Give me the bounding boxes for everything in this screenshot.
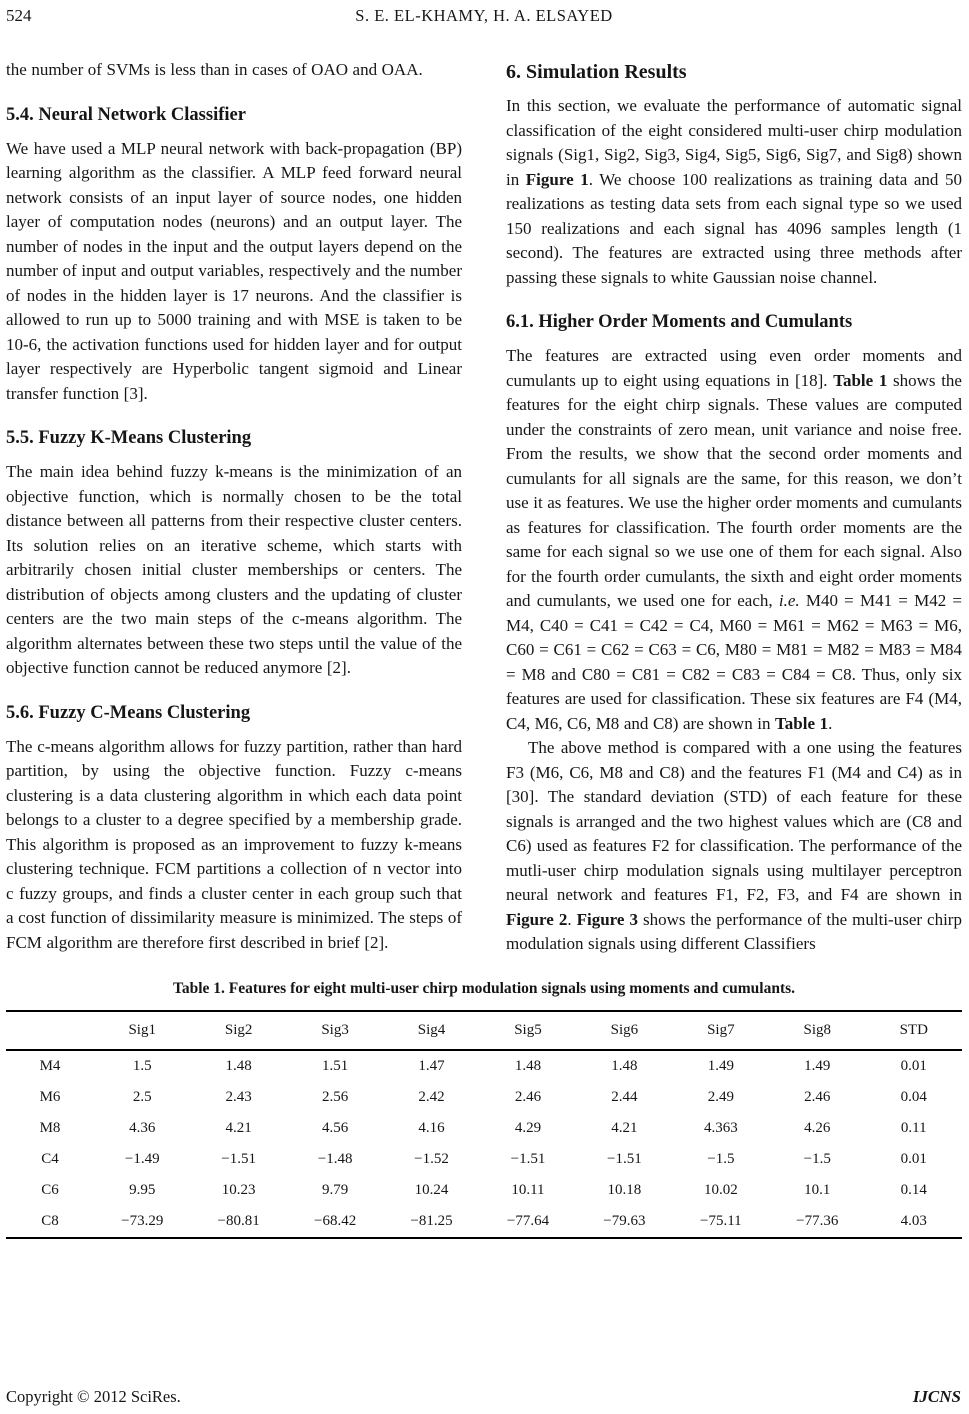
paragraph-6-1-a	[506, 344, 962, 736]
table-cell: −77.36	[796, 1212, 839, 1229]
table-cell: 4.363	[703, 1119, 738, 1136]
section-heading-5-4: 5.4. Neural Network Classifier	[6, 104, 246, 125]
table-column-header: Sig7	[707, 1021, 735, 1038]
text-run: shows the features for the eight chirp signals. These values are computed under the constraints of zero mean, unit variance and noise free. From the results, we show that the second order moments and cumulants for all signals are the same, for this reason, we don’t use it as features. We use the higher order moments and cumulants as features for classification. The fourth order moments are the same for each signal so we use one of them for each signal. Also for the fourth order cumulants, the sixth and eight order moments and cumulants, we used one for each,	[506, 370, 962, 610]
text-run: .	[828, 713, 833, 733]
table-row	[6, 1050, 962, 1082]
table-cell: 2.42	[418, 1088, 445, 1105]
table-1	[6, 1010, 962, 1239]
table-column-header: STD	[899, 1021, 928, 1038]
page-number: 524	[6, 6, 32, 25]
table-column-header: Sig2	[224, 1021, 253, 1038]
table-cell: 0.01	[900, 1057, 927, 1074]
table-cell: 9.95	[129, 1181, 156, 1198]
right-column	[506, 58, 962, 957]
table-cell: −1.51	[607, 1150, 642, 1167]
table-column-header: Sig1	[128, 1021, 156, 1038]
table-column-header	[6, 1011, 94, 1050]
table-cell: 2.43	[225, 1088, 252, 1105]
left-column	[6, 58, 462, 957]
table-cell: 2.5	[132, 1088, 152, 1105]
paragraph-6-1-b	[506, 736, 962, 957]
table-row-label: M8	[39, 1119, 61, 1136]
table-cell: 4.56	[321, 1119, 349, 1136]
text-run: the number of SVMs is less than in cases of OAO and OAA.	[6, 60, 423, 79]
table-cell: 2.49	[707, 1088, 734, 1105]
running-head: S. E. EL-KHAMY, H. A. ELSAYED	[355, 6, 613, 25]
table-cell: 4.29	[514, 1119, 542, 1136]
table-cell: 0.01	[900, 1150, 927, 1167]
bold-text: Figure 3	[576, 909, 638, 929]
table-cell: 2.44	[611, 1088, 638, 1105]
table-row-label: C6	[41, 1181, 59, 1198]
table-cell: −1.51	[510, 1150, 546, 1167]
bold-text: Table 1	[833, 370, 888, 390]
table-cell: 9.79	[321, 1181, 349, 1198]
text-run: .	[567, 909, 577, 929]
table-cell: −68.42	[313, 1212, 357, 1229]
table-cell: 1.49	[707, 1057, 734, 1074]
table-row	[6, 1082, 962, 1113]
text-run: M40 = M41 = M42 = M4, C40 = C41 = C42 = C4, M60 = M61 = M62 = M63 = M6, C60 = C61 = C62 = C63 = C6, M80 = M81 = M82 = M83 = M84 = M8 and C80 = C81 = C82 = C83 = C84 = C8. Thus, only six features are used for classification. These six features are F4 (M4, C4, M6, C6, M8 and C8) are shown in	[506, 591, 962, 733]
paragraph-5-4	[6, 137, 462, 407]
italic-text: i.e.	[778, 591, 800, 610]
table-cell: 4.21	[611, 1119, 638, 1136]
table-cell: 10.02	[703, 1181, 738, 1198]
table-cell: 1.47	[418, 1057, 445, 1074]
text-run: We have used a MLP neural network with back-propagation (BP) learning algorithm as the classifier. A MLP feed forward neural network consists of an input layer of source nodes, one hidden layer of computation nodes (neurons) and an output layer. The number of nodes in the input and the output layers depend on the number of input and output variables, respectively and the number of nodes in the hidden layer is 17 neurons. And the classifier is allowed to run up to 5000 training and with MSE is taken to be 10-6, the activation functions used for hidden layer and for output layer respectively are Hyperbolic tangent sigmoid and Linear transfer function [3].	[6, 138, 462, 403]
text-run: The above method is compared with a one using the features F3 (M6, C6, M8 and C8) and the features F1 (M4 and C4) as in [30]. The standard deviation (STD) of each feature for these signals is arranged and the two highest values which are (C8 and C6) used as features F2 for classification. The performance of the mutli-user chirp modulation signals using multilayer perceptron neural network and features F1, F2, F3, and F4 are shown in	[506, 738, 962, 904]
text-run: The c-means algorithm allows for fuzzy partition, rather than hard partition, by using the objective function. Fuzzy c-means clustering is a data clustering algorithm in which each data point belongs to a cluster to a degree specified by a membership grade. This algorithm is proposed as an improvement to fuzzy k-means clustering technique. FCM partitions a collection of n vector into c fuzzy groups, and finds a cluster center in each group such that a cost function of dissimilarity measure is minimized. The steps of FCM algorithm are therefore first described in brief [2].	[6, 736, 462, 952]
text-run: The main idea behind fuzzy k-means is the minimization of an objective function, which is normally chosen to be the total distance between all patterns from their respective cluster centers. Its solution relies on an iterative scheme, which starts with arbitrarily chosen initial cluster memberships or centers. The distribution of objects among clusters and the updating of cluster centers are the two main steps of the c-means algorithm. The algorithm alternates between these two steps until the value of the objective function cannot be reduced anymore [2].	[6, 462, 462, 677]
two-column-body	[6, 58, 962, 957]
table-cell: 10.18	[607, 1181, 642, 1198]
table-cell: −75.11	[700, 1212, 742, 1229]
table-row	[6, 1113, 962, 1144]
table-cell: 4.03	[900, 1212, 927, 1229]
table-row	[6, 1175, 962, 1206]
table-cell: 4.16	[418, 1119, 445, 1136]
table-cell: −1.48	[317, 1150, 353, 1167]
page-footer	[6, 1387, 961, 1407]
table-cell: 1.51	[321, 1057, 349, 1074]
page-header	[6, 6, 962, 30]
table-cell: 1.49	[804, 1057, 831, 1074]
text-run: . We choose 100 realizations as training data and 50 realizations as testing data sets from each signal type so we used 150 realizations and each signal has 4096 samples length (1 second). The features are extracted using three methods after passing these signals to white Gaussian noise channel.	[506, 169, 962, 287]
bold-text: Figure 2	[506, 909, 568, 929]
table-row-label: M6	[39, 1088, 61, 1105]
table-cell: −81.25	[410, 1212, 453, 1229]
table-header-row	[6, 1011, 962, 1050]
paragraph-6	[506, 94, 962, 290]
bold-text: Figure 1	[525, 169, 589, 189]
text-run: In this section, we evaluate the performance of automatic signal classification of the eight considered multi-user chirp modulation signals (Sig1, Sig2, Sig3, Sig4, Sig5, Sig6, Sig7, and Sig8) shown in	[506, 96, 962, 189]
table-row-label: C8	[41, 1212, 59, 1229]
copyright-notice: Copyright © 2012 SciRes.	[6, 1387, 181, 1406]
table-cell: −1.51	[221, 1150, 257, 1167]
table-cell: 1.48	[514, 1057, 542, 1074]
table-column-header: Sig6	[610, 1021, 639, 1038]
table-column-header: Sig4	[417, 1021, 446, 1038]
table-column-header: Sig8	[803, 1021, 832, 1038]
table-cell: −77.64	[506, 1212, 550, 1229]
table-column-header: Sig5	[514, 1021, 542, 1038]
table-row-label: M4	[39, 1057, 61, 1074]
table-caption: Table 1. Features for eight multi-user chirp modulation signals using moments and cumulants.	[172, 979, 796, 997]
table-cell: 4.36	[129, 1119, 156, 1136]
paragraph-5-6	[6, 735, 462, 956]
table-cell: 1.48	[225, 1057, 252, 1074]
text-run: shows the performance of the multi-user chirp modulation signals using different Classifiers	[506, 909, 962, 953]
table-cell: 4.26	[804, 1119, 831, 1136]
table-cell: 2.46	[514, 1088, 542, 1105]
table-cell: 1.48	[611, 1057, 638, 1074]
table-cell: −1.52	[414, 1150, 449, 1167]
section-heading-5-5: 5.5. Fuzzy K-Means Clustering	[6, 428, 252, 448]
section-heading-6-1: 6.1. Higher Order Moments and Cumulants	[506, 312, 853, 332]
table-head	[6, 1011, 962, 1050]
table-cell: −1.49	[124, 1150, 160, 1167]
table-cell: 4.21	[225, 1119, 252, 1136]
table-cell: 0.04	[900, 1088, 927, 1105]
table-cell: 10.24	[414, 1181, 449, 1198]
continued-paragraph	[6, 58, 462, 83]
table-cell: −1.5	[707, 1150, 735, 1167]
table-cell: −79.63	[603, 1212, 646, 1229]
table-cell: −1.5	[803, 1150, 831, 1167]
table-1-block	[6, 980, 962, 1239]
table-cell: 2.46	[804, 1088, 831, 1105]
text-run: The features are extracted using even order moments and cumulants up to eight using equations in [18].	[506, 346, 962, 390]
table-cell: 0.14	[900, 1181, 927, 1198]
table-cell: 10.1	[804, 1181, 831, 1198]
table-row-label: C4	[41, 1150, 59, 1167]
table-column-header: Sig3	[321, 1021, 349, 1038]
section-heading-6: 6. Simulation Results	[506, 61, 687, 83]
table-cell: 1.5	[132, 1057, 152, 1074]
table-cell: 0.11	[900, 1119, 927, 1136]
paragraph-5-5	[6, 460, 462, 681]
table-cell: −80.81	[217, 1212, 260, 1229]
table-row	[6, 1144, 962, 1175]
table-row	[6, 1206, 962, 1238]
bold-text: Table 1	[775, 713, 829, 733]
section-heading-5-6: 5.6. Fuzzy C-Means Clustering	[6, 702, 251, 723]
table-cell: 10.11	[511, 1181, 545, 1198]
table-body	[6, 1050, 962, 1238]
table-cell: 2.56	[321, 1088, 349, 1105]
table-cell: −73.29	[121, 1212, 164, 1229]
table-cell: 10.23	[221, 1181, 256, 1198]
journal-abbreviation: IJCNS	[912, 1387, 961, 1406]
